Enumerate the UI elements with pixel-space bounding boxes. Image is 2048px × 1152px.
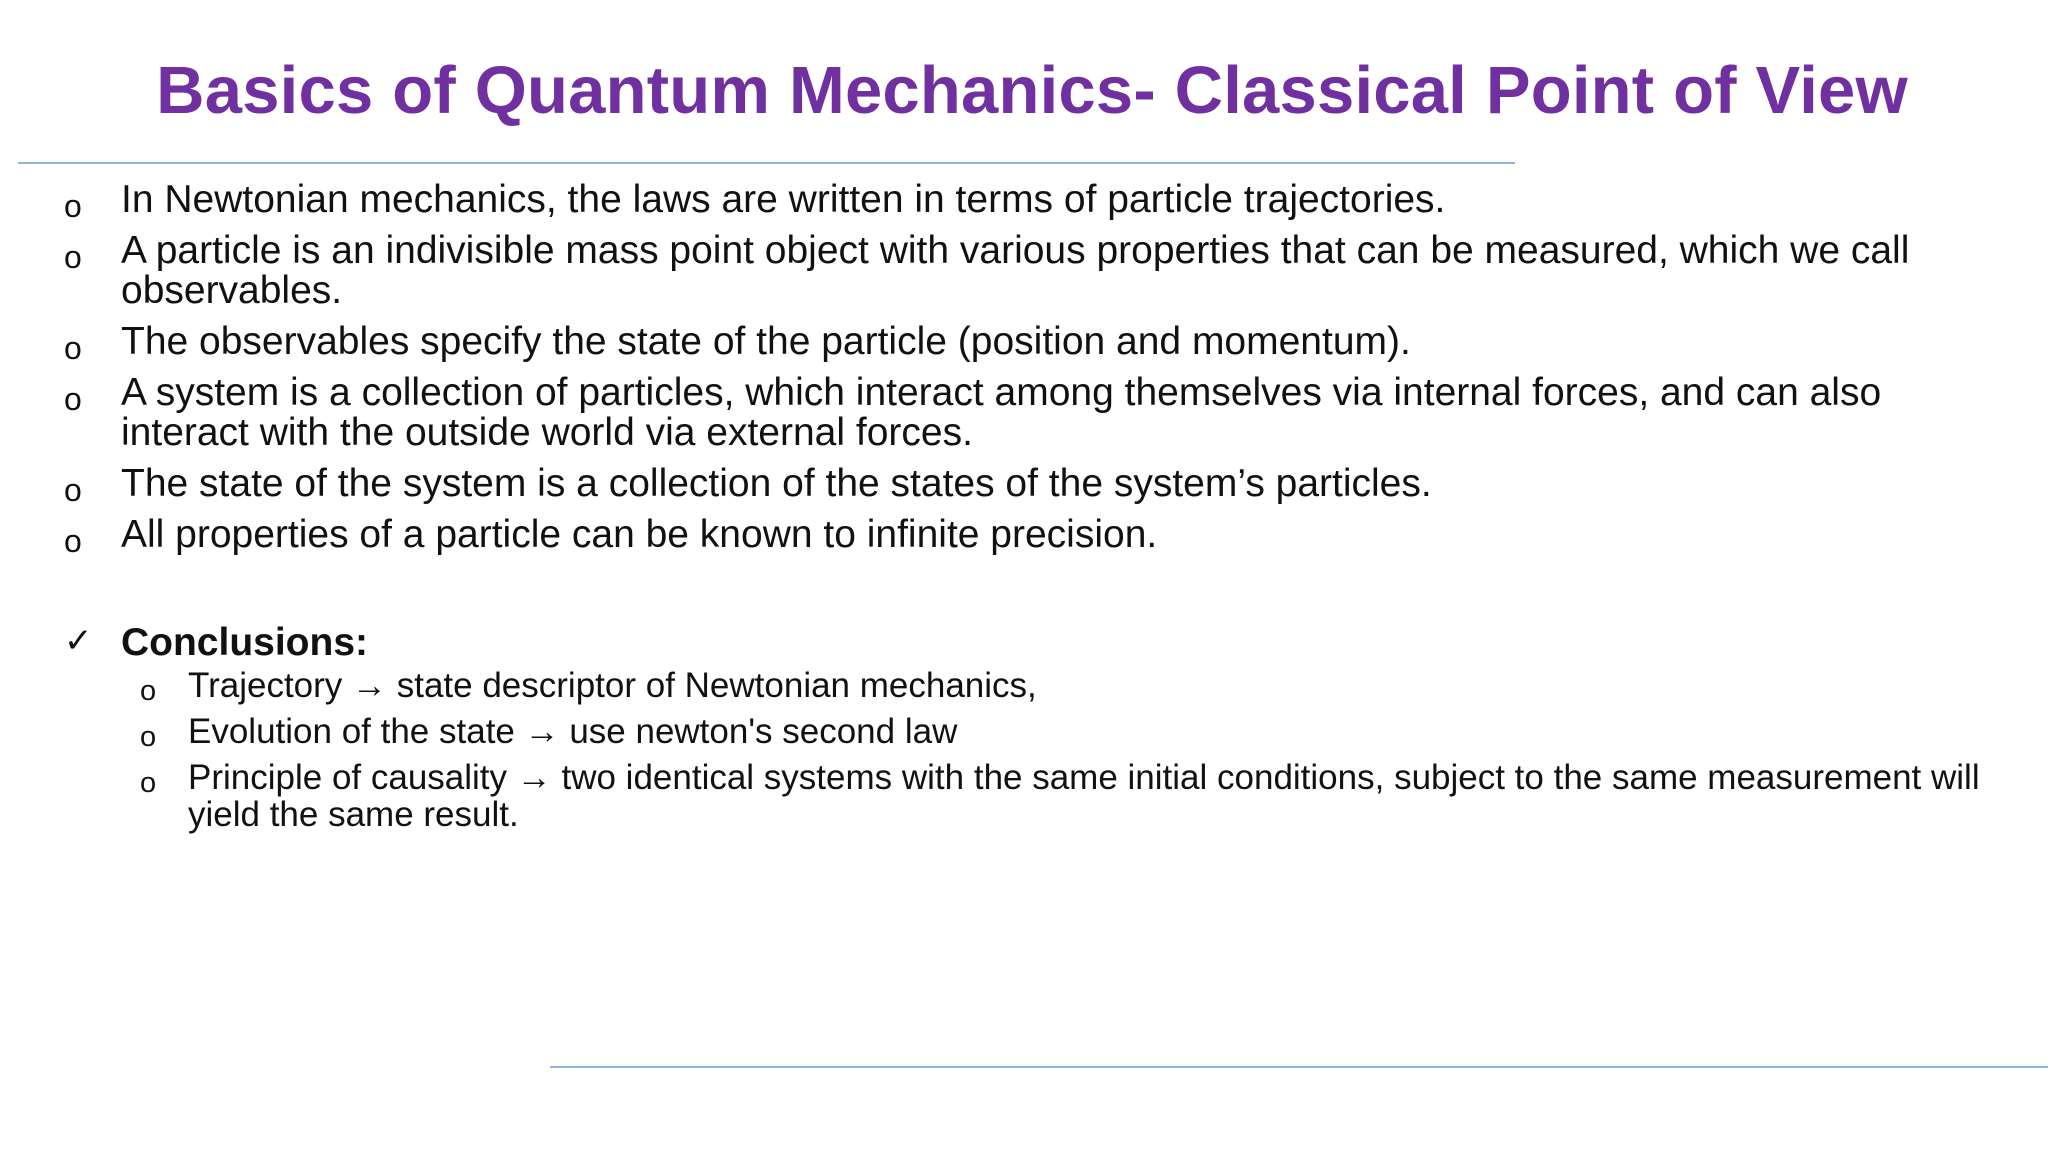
conclusion-item (62, 666, 2002, 707)
bullet-text: The state of the system is a collection of the states of the system’s particles. (121, 462, 1432, 505)
bullet-marker: o (64, 472, 82, 508)
bullet-item (62, 462, 2002, 508)
bullet-marker: o (64, 188, 82, 224)
bullet-marker: o (64, 330, 82, 366)
bullet-text: All properties of a particle can be known to infinite precision. (121, 513, 1158, 556)
bullet-item (62, 320, 2002, 366)
top-divider (18, 162, 1515, 164)
bullet-marker: o (64, 381, 82, 417)
bullet-item (62, 513, 2002, 559)
bullet-item (62, 178, 2002, 224)
bullet-text: A particle is an indivisible mass point object with various properties that can be measured, which we call observables. (121, 229, 1910, 312)
bullet-text: In Newtonian mechanics, the laws are written in terms of particle trajectories. (121, 178, 1446, 221)
checkmark-icon: ✓ (64, 622, 93, 660)
conclusion-item (62, 759, 2002, 833)
bullet-marker: o (64, 239, 82, 275)
conclusion-text: Evolution of the state → use newton's second law (188, 712, 958, 751)
bullet-text: A system is a collection of particles, which interact among themselves via internal forces, and can also interact with the outside world via external forces. (121, 371, 1882, 454)
bullet-marker: o (140, 767, 157, 799)
bullet-list (62, 180, 2002, 566)
bullet-marker: o (140, 721, 157, 753)
bullet-item (62, 373, 2002, 453)
conclusion-item (62, 712, 2002, 753)
bullet-marker: o (140, 675, 157, 707)
conclusions-section (62, 619, 2002, 842)
conclusions-heading-text: Conclusions: (121, 621, 369, 664)
slide-title: Basics of Quantum Mechanics- Classical Point of View (156, 53, 1908, 128)
conclusions-heading (62, 619, 2002, 667)
conclusion-text: Principle of causality → two identical systems with the same initial conditions, subject to the same measurement will yield the same result. (188, 758, 1980, 834)
bottom-divider (550, 1066, 2048, 1068)
conclusion-text: Trajectory → state descriptor of Newtonian mechanics, (188, 666, 1037, 705)
conclusions-list (62, 667, 2002, 833)
bullet-marker: o (64, 523, 82, 559)
bullet-text: The observables specify the state of the particle (position and momentum). (121, 320, 1411, 363)
bullet-item (62, 231, 2002, 311)
